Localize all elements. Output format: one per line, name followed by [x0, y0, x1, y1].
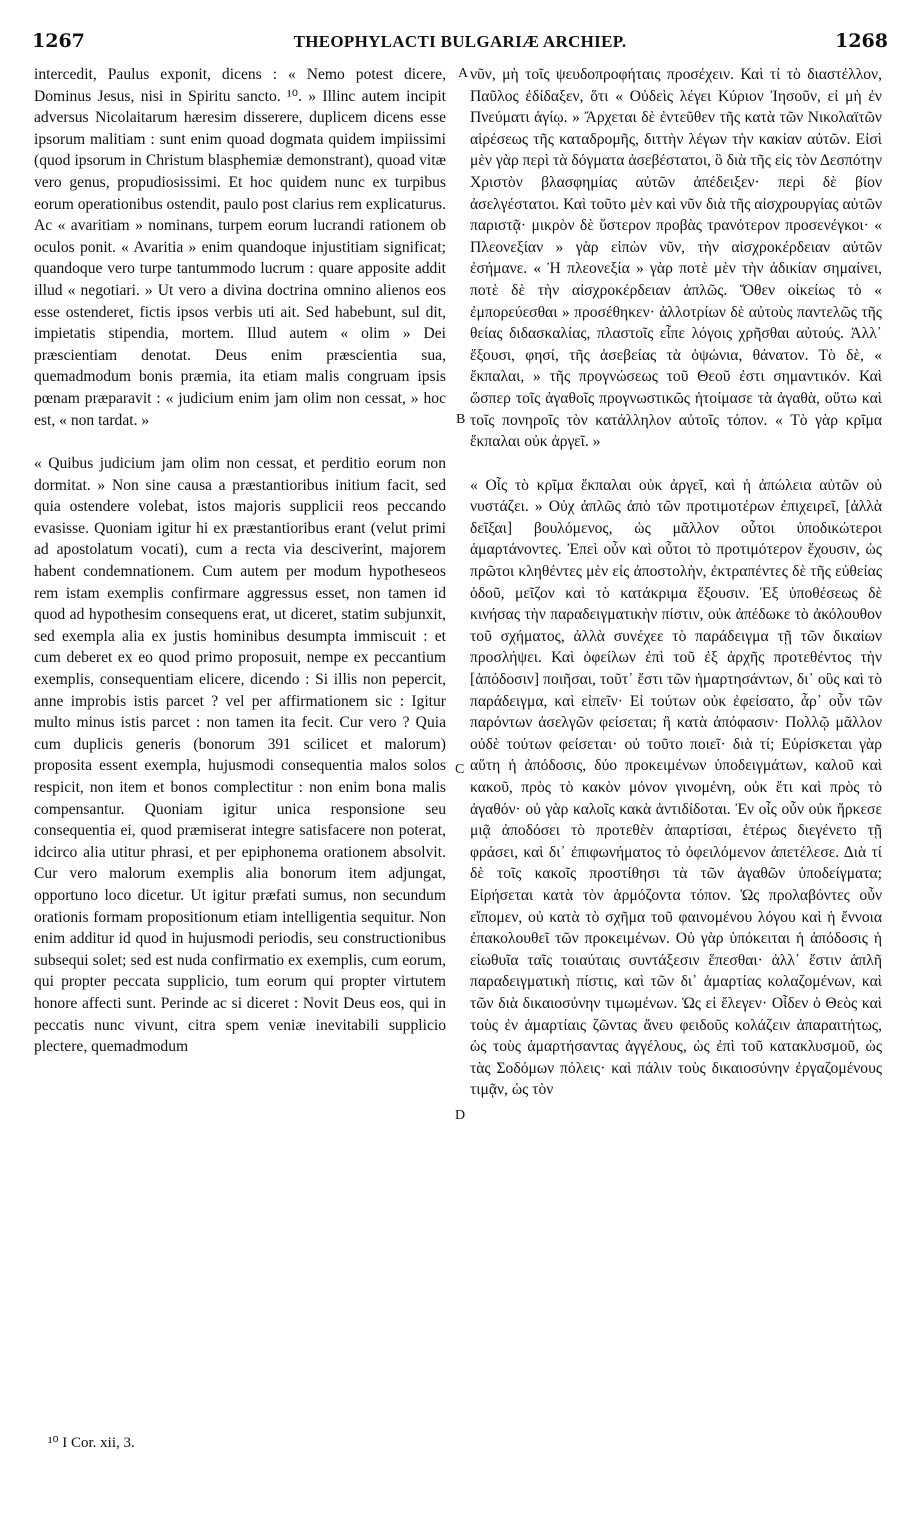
- margin-letter-c: C: [455, 762, 465, 777]
- latin-paragraph-2: « Quibus judicium jam olim non cessat, et perditio eorum non dormitat. » Non sine causa a præstantioribus initium facit, sed quia ostendere volebat, istos majoris supplicii reos peccando evasisse. Quoniam igitur hi ex præstantioribus erant (velut primi ad apostolatum vocati), cum a recta via desciverint, majorem habent condemnationem. Cum autem per modum hypotheseos rem istam exemplis confirmare aggressus esset, non tamen id quod ad hypothesim consequens erat, ut diceret, statim subjunxit, sed exempla alia ex justis hominibus desumpta immiscuit : et cum deberet ex eo quod primo proposuit, nempe ex peccantium exemplis, consequentiam elicere, dicendo : Si illis non pepercit, anne improbis istis parcet ? vel per affirmationem sic : Igitur multo minus istis parcet : non tamen ita fecit. Cur vero ? Quia cum duplicis generis (bonorum 391 scilicet et malorum) proposita essent exempla, hujusmodi consequentia malos solos respicit, non item et bonos complectitur : non enim bona malis compensantur. Quoniam igitur unica responsione seu consequentia ei, quod præmiserat integre satisfacere non poterat, idcirco alia utitur phrasi, et per epiphonema orationem absolvit. Cur vero malorum exemplis alia bonorum item adjungat, opportuno loco dicetur. Ut igitur præfati sumus, non secundum orationis formam propositionum etiam intelligentia sequitur. Non enim additur id quod in hujusmodi periodis, seu constructionibus subsequi solet; sed est nuda confirmatio ex exemplis, cum eorum, qui propter peccata supplicio, tum eorum qui propter virtutem honore affecti sunt. Perinde ac si diceret : Novit Deus eos, qui in peccatis nunc vivunt, citra spem veniæ inevitabili supplicio plectere, quemadmodum: [34, 455, 446, 1056]
- greek-paragraph-2: « Οἷς τὸ κρῖμα ἔκπαλαι οὐκ ἀργεῖ, καὶ ἡ ἀπώλεια αὐτῶν οὐ νυστάζει. » Οὐχ ἁπλῶς ἀπὸ τῶν προτιμοτέρων ἐπιχειρεῖ, [ἀλλὰ δεῖξαι] βουλόμενος, ὡς μᾶλλον οὗτοι ὑποδικώτεροι ἁμαρτάνοντες. Ἐπεὶ οὖν καὶ οὗτοι τὸ προτιμότερον ἔχουσιν, ὡς πρῶτοι κληθέντες μὲν εἰς ἀποστολὴν, ἐκτραπέντες δὲ τῆς εὐθείας ὁδοῦ, μεῖζον καὶ τὸ κατάκριμα ἕξουσιν. Ἐξ ὑποθέσεως δὲ κινήσας τὴν παραδειγματικὴν πίστιν, οὐκ ἀπέδωκε τὸ ἀκόλουθον τοῦ σχήματος, ἀλλὰ συνέχεε τὸ παράδειγμα τῇ τῶν δικαίων προσλήψει. Καὶ ὀφείλων ἐπὶ τοῦ ἐξ ἀρχῆς προτεθέντος τὴν [ἀπόδοσιν] ποιῆσαι, τοῦτ᾽ ἔστι τῶν ἡμαρτησάντων, δι᾽ οὓς καὶ τὸ παράδειγμα, καὶ εἰπεῖν· Εἰ τούτων οὐκ ἐφείσατο, ἆρ᾽ οὖν τῶν παρόντων ἀσελγῶν φείσεται; ἢ κατὰ ἀπόφασιν· Πολλῷ μᾶλλον οὐδὲ τούτων φείσεται· οὐ τοῦτο ποιεῖ· διὰ τί; Εὑρίσκεται γὰρ αὕτη ἡ ἀπόδοσις, δύο προκειμένων ὑποδειγμάτων, καλοῦ καὶ κακοῦ, πρὸς τὸ κακὸν μόνον γινομένη, οὐκ ἔτι καὶ πρὸς τὸ ἀγαθόν· οὐ γὰρ καλοῖς κακὰ ἀντιδίδοται. Ἐν οἷς οὖν οὐκ ἤρκεσε μιᾷ ἀποδόσει τὸ προτεθὲν ἀπαρτίσαι, ἑτέρως διεγένετο τῇ φράσει, καὶ δι᾽ ἐπιφωνήματος τὸ ὀφειλόμενον ἀπετέλεσε. Διὰ τί δὲ τοῖς κακοῖς προστίθησι τὰ τῶν ἀγαθῶν ὑποδείγματα; Εἰρήσεται κατὰ τὸν ἁρμόζοντα τόπον. Ὡς προλαβόντες οὖν εἴπομεν, οὐ κατὰ τὸ σχῆμα τοῦ φαινομένου λόγου καὶ ἡ ἔννοια ἐπακολουθεῖ τῶν προκειμένων. Οὐ γὰρ ὑπόκειται ἡ ἀπόδοσις ἡ εἰωθυῖα ταῖς τοιαύταις συντάξεσιν ἕπεσθαι· ἀλλ᾽ ἔστιν ἁπλῆ παραδειγματικὴ πίστις, καὶ τῶν δι᾽ ἁμαρτίας κολαζομένων, καὶ τῶν διὰ δικαιοσύνην τιμωμένων. Ὡς εἰ ἔλεγεν· Οἶδεν ὁ Θεὸς καὶ τοὺς ἐν ἁμαρτίαις ζῶντας ἄνευ φειδοῦς κολάζειν ἀπαραιτήτως, ὡς τοὺς ἁμαρτήσαντας ἀγγέλους, ὡς ἐπὶ τοῦ κατακλυσμοῦ, ὡς τὰς Σοδόμων πόλεις· καὶ πάλιν τοὺς δικαιοσύνην ἐργαζομένους τιμᾷν, ὡς τὸν: [470, 476, 882, 1099]
- page-header: [32, 30, 888, 60]
- running-title: THEOPHYLACTI BULGARIÆ ARCHIEP.: [293, 32, 627, 51]
- margin-letter-a: A: [458, 66, 469, 81]
- footnote: ¹⁰ I Cor. xii, 3.: [48, 1435, 135, 1451]
- right-page-number: 1268: [835, 30, 888, 52]
- margin-letter-b: B: [456, 412, 466, 427]
- greek-column: [470, 64, 882, 1101]
- latin-column: [34, 64, 446, 1058]
- left-page-number: 1267: [32, 30, 85, 52]
- greek-paragraph-1: νῦν, μὴ τοῖς ψευδοπροφήταις προσέχειν. Καὶ τί τὸ διαστέλλον, Παῦλος ἐδίδαξεν, ὅτι « Οὐδεὶς λέγει Κύριον Ἰησοῦν, εἰ μὴ ἐν Πνεύματι ἁγίῳ. » Ἄρχεται δὲ ἐντεῦθεν τῆς κατὰ τῶν Νικολαϊτῶν αἱρέσεως τῆς καταδρομῆς, διττὴν λέγων τὴν κακίαν αὐτῶν. Εἰσὶ μὲν γὰρ περὶ τὰ δόγματα ἀσεβέστατοι, ὃ διὰ τῆς εἰς τὸν Δεσπότην Χριστὸν βλασφημίας αὐτῶν ἀπέδειξεν· περὶ δὲ βίον ἀσελγέστατοι. Καὶ τοῦτο μὲν καὶ νῦν διὰ τῆς αἰσχρουργίας αὐτῶν παριστᾷ· μικρὸν δὲ ὕστερον προβὰς τρανότερον προσενέγκοι· « Πλεονεξίαν » γὰρ εἰπὼν νῦν, τὴν αἰσχροκέρδειαν αὐτῶν ἐσήμανε. « Ἡ πλεονεξία » γὰρ ποτὲ μὲν τὴν ἀδικίαν σημαίνει, ποτὲ δὲ τὴν αἰσχροκέρδειαν ἁπλῶς. Ὅθεν οἰκείως τὸ « ἐμπορεύεσθαι » προσέθηκεν· ἀλλοτρίων δὲ αὐτοὺς παντελῶς τῆς θείας διδασκαλίας, πλαστοῖς εἶπε λόγοις χρῆσθαι αὐτούς. Ἀλλ᾽ ἕξουσι, φησί, τῆς ἀσεβείας τὰ ὀψώνια, θάνατον. Τὸ δὲ, « ἔκπαλαι, » τῆς προγνώσεως τοῦ Θεοῦ ἐστι σημαντικόν. Καὶ ὥσπερ τοῖς ἀγαθοῖς προγνωστικῶς ἡτοίμασε τὰ ἀγαθὰ, οὕτω καὶ τοῖς πονηροῖς τὸν κατάλληλον αὐτοῖς τόπον. « Τὸ γὰρ κρῖμα ἔκπαλαι οὐκ ἀργεῖ. »: [470, 66, 882, 451]
- margin-letter-d: D: [455, 1108, 466, 1123]
- latin-paragraph-1: intercedit, Paulus exponit, dicens : « Nemo potest dicere, Dominus Jesus, nisi in Spiritu sancto. ¹⁰. » Illinc autem incipit adversus Nicolaitarum hæresim disserere, duplicem dicens esse ipsorum malitiam : sunt enim quoad dogmata quidem impiissimi (quod ipsorum in Christum blasphemiæ demonstrant), quoad vitæ vero genus, propudiosissimi. Et hoc quidem nunc ex turpibus eorum operationibus ostendit, paulo post clarius rem explicaturus. Ac « avaritiam » nominans, turpem eorum lucrandi rationem ob oculos ponit. « Avaritia » enim quandoque injustitiam significat; quandoque vero turpe tantummodo lucrum : quare apposite addit illud « negotiari. » Ut vero a divina doctrina omnino alienos eos esse ostenderet, fictis ipsos verbis uti ait. Sed habebunt, sul dit, impietatis stipendia, mortem. Illud autem « olim » Dei præscientiam denotat. Deus enim præscientia sua, quemadmodum bonis præmia, ita etiam malis congruam ipsis pœnam præparavit : « judicium enim jam olim non cessat, » hoc est, « non tardat. »: [34, 66, 446, 429]
